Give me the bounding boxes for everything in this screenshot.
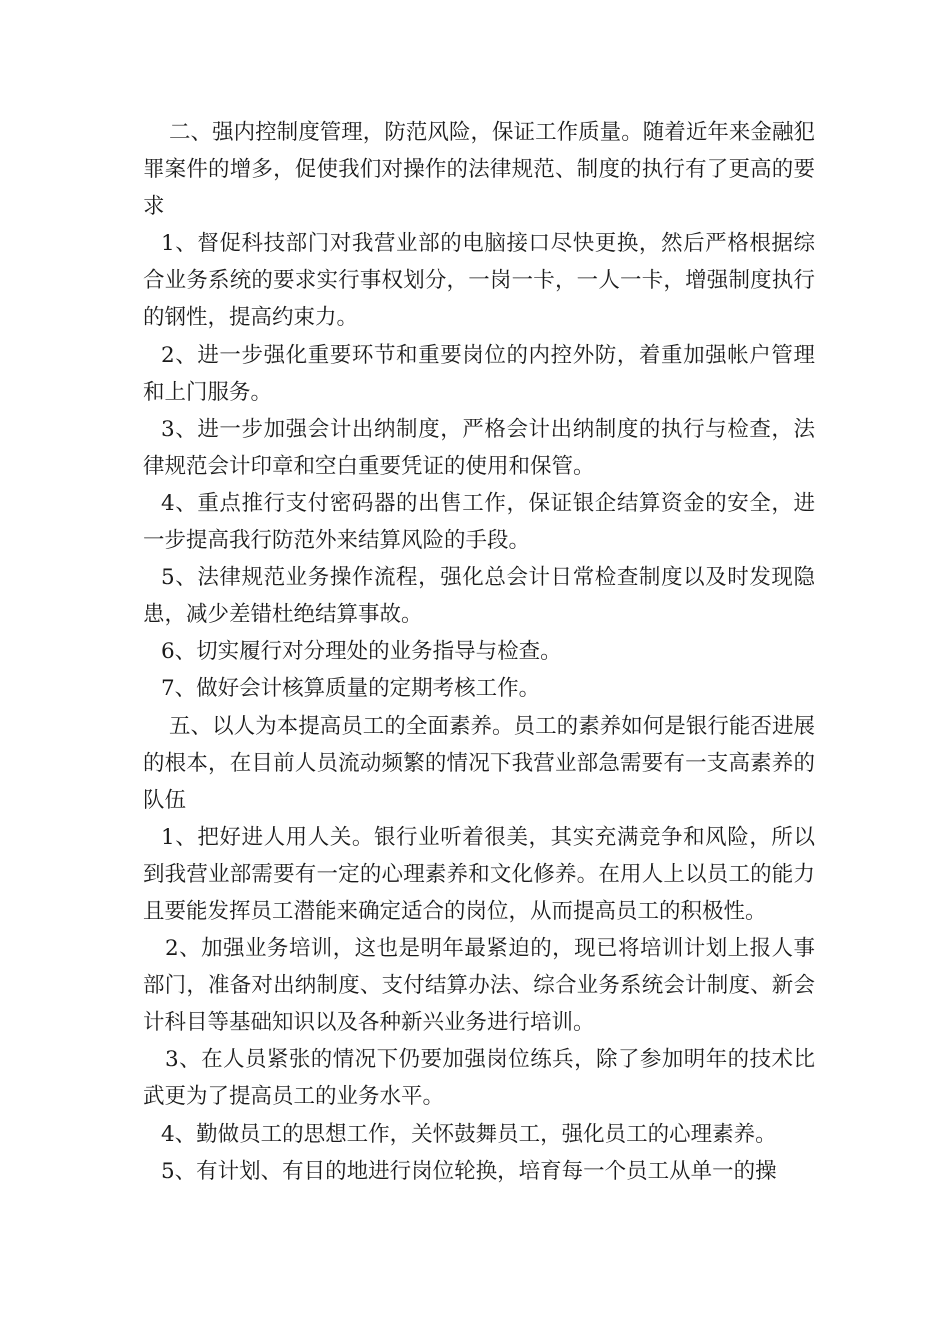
list-item-paragraph: 7、做好会计核算质量的定期考核工作。 xyxy=(161,676,541,702)
list-item-paragraph: 5、有计划、有目的地进行岗位轮换，培育每一个员工从单一的操 xyxy=(161,1158,777,1184)
list-item-paragraph: 3、在人员紧张的情况下仍要加强岗位练兵，除了参加明年的技术比武更为了提高员工的业务水平。 xyxy=(143,1047,815,1110)
section-heading-paragraph: 五、以人为本提高员工的全面素养。员工的素养如何是银行能否进展的根本，在目前人员流动频繁的情况下我营业部急需要有一支高素养的队伍 xyxy=(143,713,815,813)
section-heading-paragraph: 二、强内控制度管理，防范风险，保证工作质量。随着近年来金融犯罪案件的增多，促使我们对操作的法律规范、制度的执行有了更高的要求 xyxy=(143,120,815,220)
list-item-paragraph: 3、进一步加强会计出纳制度，严格会计出纳制度的执行与检查，法律规范会计印章和空白重要凭证的使用和保管。 xyxy=(143,416,815,479)
list-item-paragraph: 1、把好进人用人关。银行业听着很美，其实充满竞争和风险，所以到我营业部需要有一定的心理素养和文化修养。在用人上以员工的能力且要能发挥员工潜能来确定适合的岗位，从而提高员工的积极性。 xyxy=(143,824,815,924)
list-item-paragraph: 6、切实履行对分理处的业务指导与检查。 xyxy=(161,639,562,665)
list-item-paragraph: 4、勤做员工的思想工作，关怀鼓舞员工，强化员工的心理素养。 xyxy=(161,1121,777,1147)
list-item-paragraph: 5、法律规范业务操作流程，强化总会计日常检查制度以及时发现隐患，减少差错杜绝结算事故。 xyxy=(143,565,815,628)
list-item-paragraph: 4、重点推行支付密码器的出售工作，保证银企结算资金的安全，进一步提高我行防范外来结算风险的手段。 xyxy=(143,490,815,554)
list-item-paragraph: 2、加强业务培训，这也是明年最紧迫的，现已将培训计划上报人事部门，准备对出纳制度、支付结算办法、综合业务系统会计制度、新会计科目等基础知识以及各种新兴业务进行培训。 xyxy=(143,936,815,1036)
document-body xyxy=(143,114,815,1190)
list-item-paragraph: 2、进一步强化重要环节和重要岗位的内控外防，着重加强帐户管理和上门服务。 xyxy=(143,342,815,405)
list-item-paragraph: 1、督促科技部门对我营业部的电脑接口尽快更换，然后严格根据综合业务系统的要求实行事权划分，一岗一卡，一人一卡，增强制度执行的钢性，提高约束力。 xyxy=(143,231,815,331)
